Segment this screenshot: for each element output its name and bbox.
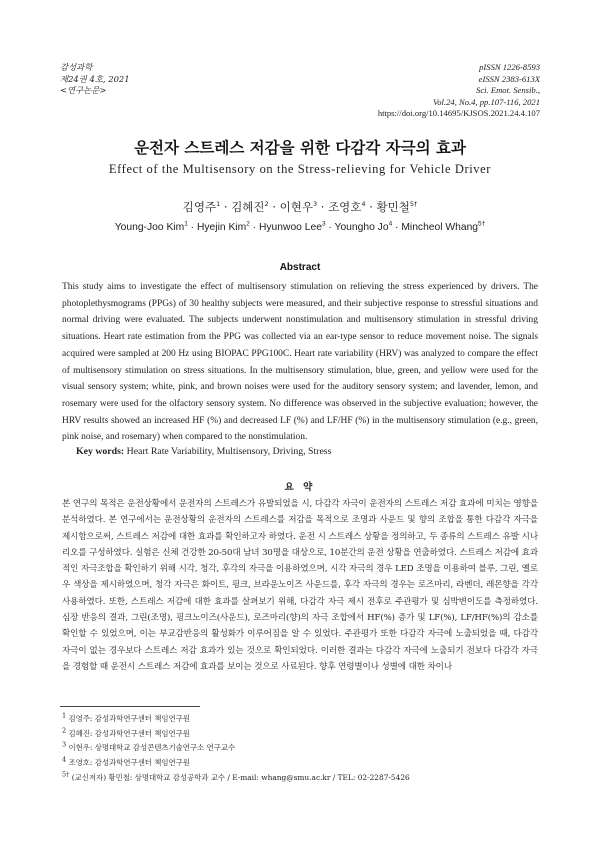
abstract-heading: Abstract: [279, 262, 321, 273]
citation: Vol.24, No.4, pp.107-116, 2021: [432, 96, 540, 107]
affiliation-mark: 5†: [478, 220, 486, 228]
author-separator: ·: [325, 222, 335, 233]
keywords-list: Heart Rate Variability, Multisensory, Driving, Stress: [126, 446, 332, 457]
doi-link[interactable]: https://doi.org/10.14695/KJSOS.2021.24.4.107: [377, 108, 540, 119]
journal-abbr: Sci. Emot. Sensib.,: [476, 85, 540, 96]
journal-header-right: [378, 62, 540, 120]
pissn: pISSN 1226-8593: [479, 62, 540, 72]
author-separator: ·: [365, 200, 377, 214]
footnote: [62, 741, 410, 756]
keywords: [76, 446, 538, 457]
author-name: Young-Joo Kim: [114, 222, 185, 233]
author-separator: ·: [392, 222, 402, 233]
title-korean: 운전자 스트레스 저감을 위한 다감각 자극의 효과: [134, 139, 466, 157]
title-english: Effect of the Multisensory on the Stress-relieving for Vehicle Driver: [108, 162, 492, 176]
affiliation-mark: 3: [312, 200, 318, 209]
affiliation-mark: 2: [264, 200, 269, 209]
affiliation-mark: 4: [388, 220, 393, 228]
authors-english: [0, 222, 600, 233]
footnote: [62, 712, 410, 727]
footnote: [62, 727, 410, 742]
journal-name-ko: 감성과학: [60, 62, 93, 72]
author-name: 김영주: [182, 200, 217, 214]
footnote-text: 김혜진: 감성과학연구센터 책임연구원: [68, 728, 190, 738]
footnote-text: 이현우: 상명대학교 감성콘텐츠기술연구소 연구교수: [68, 743, 236, 753]
footnote-mark: 3: [62, 740, 67, 749]
footnote-text: 조영호: 감성과학연구센터 책임연구원: [68, 758, 190, 768]
footnote-mark: 2: [62, 726, 67, 735]
affiliation-mark: 2: [246, 220, 250, 228]
authors-korean: [0, 199, 600, 215]
footnote: [62, 756, 410, 771]
article-type: <연구논문>: [60, 85, 107, 96]
author-name: 이현우: [279, 200, 313, 214]
affiliation-mark: 4: [361, 200, 366, 209]
author-separator: ·: [317, 200, 329, 214]
affiliation-mark: 1: [184, 220, 188, 228]
affiliation-mark: 5†: [409, 200, 418, 209]
affiliation-mark: 3: [321, 220, 326, 228]
footnote-mark: 1: [62, 711, 67, 720]
author-name: Mincheol Whang: [401, 222, 479, 233]
footnote-mark: 5†: [62, 770, 70, 779]
author-separator: ·: [268, 200, 280, 214]
affiliation-mark: 1: [216, 200, 221, 209]
abstract-body: This study aims to investigate the effect of multisensory stimulation on relieving the stress experienced by drivers. The photoplethysmograms (PPGs) of 30 healthy subjects were measured, and their subjective response to stressful situations and normal driving were evaluated. The subjects underwent nonstimulation and multisensory stimulation in stressful driving situations. Heart rate estimation from the PPG was collected via an ear-type sensor to reduce movement noise. The signals acquired were sampled at 200 Hz using BIOPAC PPG100C. Heart rate variability (HRV) was analyzed to compare the effect of multisensory stimulation on stress situations. In the multisensory stimulation, blue, green, and yellow were used for the visual sensory system; white, pink, and brown noises were used for the auditory sensory system; and lavender, lemon, and rosemary were used for the olfactory sensory system. No difference was observed in the subjective evaluation; however, the HRV results showed an increased HF (%) and decreased LF (%) and LF/HF (%) in the multisensory stimulation (e.g., green, pink noise, and rosemary) when compared to the nonstimulation.: [62, 282, 538, 443]
keywords-label: Key words:: [76, 446, 125, 457]
footnote-text: (교신저자) 황민철: 상명대학교 감성공학과 교수 / E-mail: whang@smu.ac.kr / TEL: 02-2287-5426: [71, 772, 410, 782]
author-name: Hyunwoo Lee: [258, 222, 322, 233]
author-separator: ·: [249, 222, 259, 233]
footnotes: [62, 712, 410, 786]
author-name: Hyejin Kim: [196, 222, 247, 233]
footnote: [62, 771, 410, 786]
author-name: 김혜진: [231, 200, 265, 214]
author-separator: ·: [187, 222, 197, 233]
eissn: eISSN 2383-613X: [478, 73, 540, 84]
volume-issue-ko: 제24권 4호, 2021: [60, 73, 130, 84]
author-separator: ·: [220, 200, 232, 214]
footnote-divider: [60, 706, 200, 707]
author-name: 황민철: [376, 200, 410, 214]
summary-body: 본 연구의 목적은 운전상황에서 운전자의 스트레스가 유발되었을 시, 다감각 자극이 운전자의 스트레스 저감 효과에 미치는 영향을 분석하였다. 본 연구에서는 운전상황의 운전자의 스트레스를 저감을 목적으로 조명과 사운드 및 향의 조합을 통한 다감각 자극을 제시함으로써, 스트레스 저감에 대한 효과를 확인하고자 하였다. 운전 시 스트레스 상황을 정의하고, 두 종류의 스트레스 유발 시나리오를 구성하였다. 실험은 신체 건강한 20-50대 남녀 30명을 대상으로, 10분간의 운전 상황을 연출하였다. 스트레스 저감에 효과적인 자극조합을 확인하기 위해 시각, 청각, 후각의 자극을 이용하였으며, 시각 자극의 경우 LED 조명을 이용하여 블루, 그린, 옐로우 색상을 제시하였으며, 청각 자극은 화이트, 핑크, 브라운노이즈 사운드를, 후각 자극의 경우는 로즈마리, 라벤더, 레몬향을 각각 사용하였다. 또한, 스트레스 저감에 대한 효과를 살펴보기 위해, 다감각 자극 제시 전후로 주관평가 및 심박변이도를 측정하였다. 심장 반응의 결과, 그린(조명), 핑크노이즈(사운드), 로즈마리(향)의 자극 조합에서 HF(%) 증가 및 LF(%), LF/HF(%)의 감소를 확인할 수 있었으며, 이는 부교감반응의 활성화가 이루어짐을 알 수 있었다. 주관평가 또한 다감각 자극에 노출되었을 때, 다감각 자극이 없는 경우보다 스트레스 저감 효과가 있는 것으로 확인되었다. 이러한 결과는 다감각 자극에 노출되기 전보다 다감각 자극을 경험할 때 운전시 스트레스 저감에 효과를 보이는 것으로 사료된다. 향후 연령별이나 성별에 대한 차이나: [62, 499, 538, 672]
footnote-text: 김영주: 감성과학연구센터 책임연구원: [68, 714, 190, 723]
summary-heading: 요 약: [284, 482, 316, 493]
footnote-mark: 4: [62, 755, 67, 764]
author-name: Youngho Jo: [334, 222, 389, 233]
journal-header-left: [60, 62, 130, 97]
author-name: 조영호: [328, 200, 362, 214]
